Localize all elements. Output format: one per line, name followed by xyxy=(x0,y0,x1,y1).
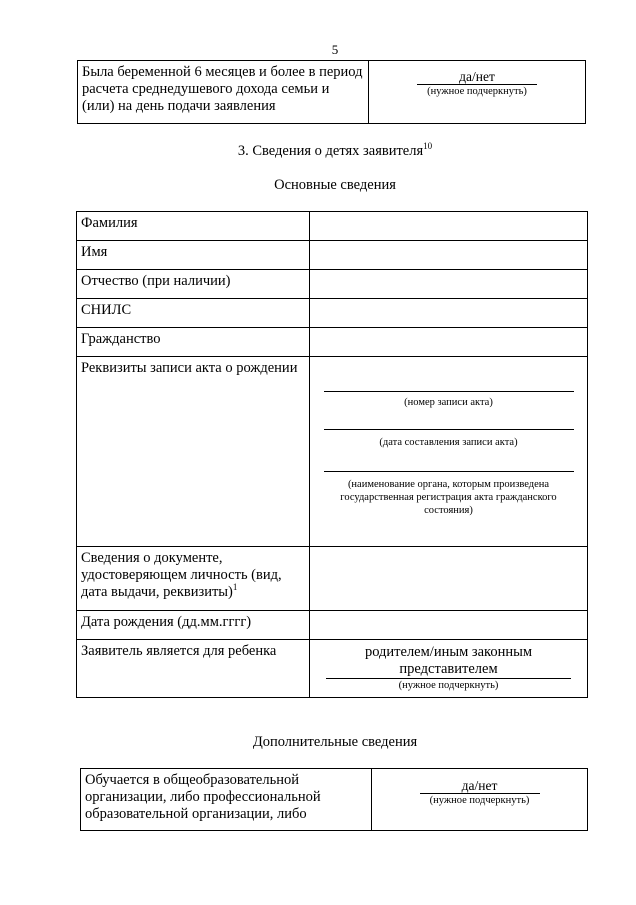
birth-record-organ-line xyxy=(324,471,574,472)
study-label: Обучается в общеобразовательной организации, либо профессиональной образовательной организации, либо xyxy=(85,772,321,822)
study-table xyxy=(80,768,588,831)
birth-record-value-cell[interactable] xyxy=(310,357,588,547)
surname-label: Фамилия xyxy=(81,215,138,231)
additional-info-title: Дополнительные сведения xyxy=(252,734,418,750)
birth-record-number-hint: (номер записи акта) xyxy=(404,397,493,408)
birth-record-label: Реквизиты записи акта о рождении xyxy=(81,360,298,376)
table-row xyxy=(77,640,588,698)
study-answer[interactable]: да/нет xyxy=(461,778,498,793)
snils-value-cell[interactable] xyxy=(310,299,588,328)
name-label: Имя xyxy=(81,244,108,260)
study-answer-cell[interactable] xyxy=(372,769,588,831)
pregnancy-hint: (нужное подчеркнуть) xyxy=(427,86,527,97)
id-document-footnote: 1 xyxy=(232,582,238,593)
pregnancy-answer[interactable]: да/нет xyxy=(459,69,495,84)
birth-record-date-line xyxy=(324,429,574,430)
section-footnote: 10 xyxy=(423,141,433,152)
birth-date-label: Дата рождения (дд.мм.гггг) xyxy=(81,614,252,630)
pregnancy-table xyxy=(77,60,586,124)
applicant-role-answer[interactable]: родителем/иным законным представителем xyxy=(364,644,533,677)
snils-label: СНИЛС xyxy=(81,302,132,318)
id-document-label xyxy=(77,547,309,601)
citizenship-value-cell[interactable] xyxy=(310,328,588,357)
patronymic-value-cell[interactable] xyxy=(310,270,588,299)
id-document-text: Сведения о документе, удостоверяющем личность (вид, дата выдачи, реквизиты) xyxy=(81,550,282,600)
birth-record-number-line xyxy=(324,391,574,392)
surname-value-cell[interactable] xyxy=(310,212,588,241)
table-row xyxy=(77,357,588,547)
table-row xyxy=(77,611,588,640)
section-title-text: 3. Сведения о детях заявителя xyxy=(237,143,424,159)
table-row xyxy=(77,328,588,357)
main-info-table xyxy=(76,211,588,698)
birth-record-date-hint: (дата составления записи акта) xyxy=(379,437,518,448)
pregnancy-label-cell xyxy=(78,61,369,124)
applicant-role-value-cell[interactable] xyxy=(310,640,588,698)
study-hint: (нужное подчеркнуть) xyxy=(429,795,530,806)
pregnancy-label: Была беременной 6 месяцев и более в период расчета среднедушевого дохода семьи и (или) на день подачи заявления xyxy=(82,64,363,114)
birth-date-value-cell[interactable] xyxy=(310,611,588,640)
birth-record-organ-hint: (наименование органа, которым произведена государственная регистрация акта гражданского состояния) xyxy=(340,479,557,516)
applicant-role-label: Заявитель является для ребенка xyxy=(81,643,277,659)
table-row xyxy=(77,241,588,270)
table-row xyxy=(77,299,588,328)
patronymic-label: Отчество (при наличии) xyxy=(81,273,231,289)
table-row xyxy=(77,547,588,611)
study-label-cell xyxy=(81,769,372,831)
id-document-value-cell[interactable] xyxy=(310,547,588,611)
applicant-role-hint: (нужное подчеркнуть) xyxy=(398,680,499,691)
pregnancy-answer-cell[interactable] xyxy=(369,61,586,124)
table-row xyxy=(77,212,588,241)
name-value-cell[interactable] xyxy=(310,241,588,270)
main-info-title: Основные сведения xyxy=(274,177,396,193)
citizenship-label: Гражданство xyxy=(81,331,161,347)
table-row xyxy=(77,270,588,299)
page-number: 5 xyxy=(331,42,339,57)
section-title xyxy=(0,143,636,160)
